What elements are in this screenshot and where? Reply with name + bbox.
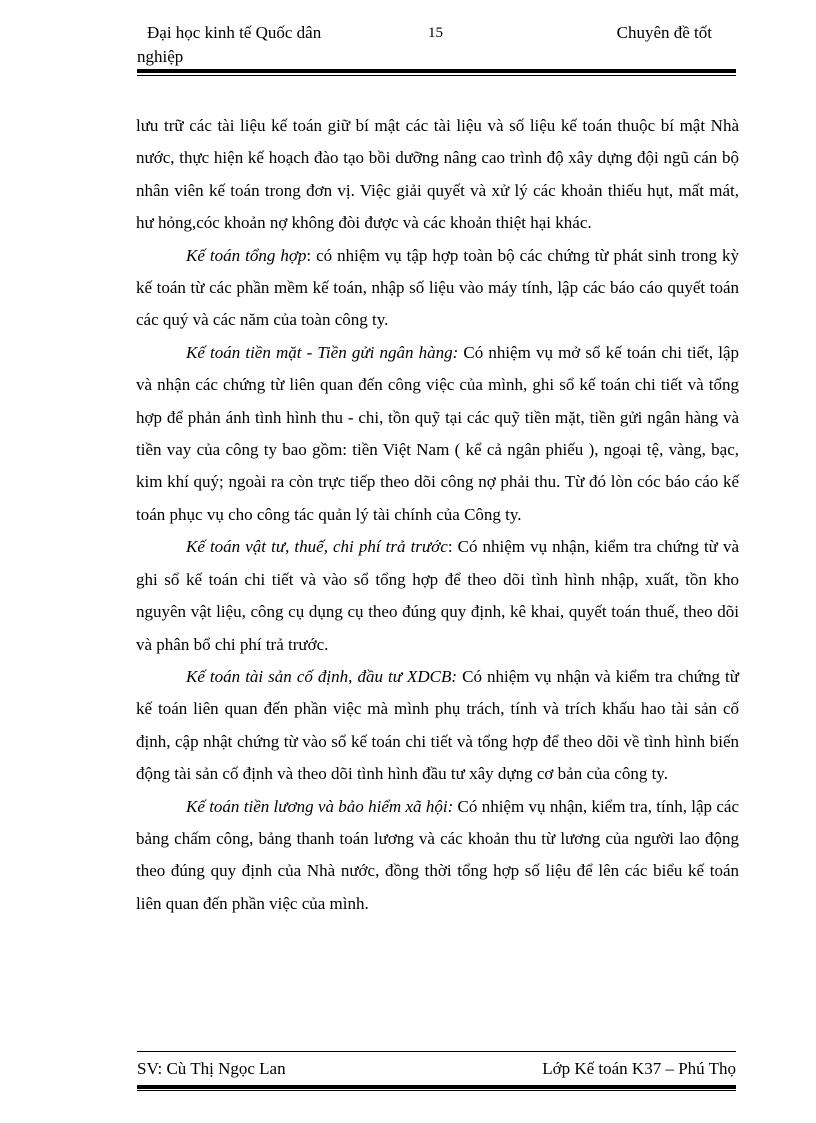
footer-rule-thick	[137, 1085, 736, 1089]
paragraph-continued	[136, 110, 739, 240]
page-number: 15	[428, 25, 443, 41]
paragraph-label: Kế toán tiền lương và bảo hiểm xã hội:	[186, 796, 454, 816]
header-rule-thick	[137, 69, 736, 73]
header-document-type: Chuyên đề tốt	[616, 23, 712, 42]
header-university: Đại học kinh tế Quốc dân	[147, 23, 322, 42]
document-body	[136, 110, 739, 920]
paragraph-materials-accounting	[136, 531, 739, 661]
paragraph-label: Kế toán vật tư, thuế, chi phí trả trước	[186, 537, 448, 557]
footer-student: SV: Cù Thị Ngọc Lan	[137, 1059, 286, 1078]
header-university-continued: nghiệp	[137, 47, 184, 66]
header-rule-thin	[137, 75, 736, 76]
paragraph-text: lưu trữ các tài liệu kế toán giữ bí mật các tài liệu và số liệu kế toán thuộc bí mật Nhà nước, thực hiện kế hoạch đào tạo bồi dưỡng nâng cao trình độ xây dựng đội ngũ cán bộ nhân viên kế toán trong đơn vị. Việc giải quyết và xử lý các khoản thiếu hụt, mất mát, hư hỏng,cóc khoản nợ không đòi được và các khoản thiệt hại khác.	[136, 116, 739, 233]
paragraph-text: : Có nhiệm vụ nhận, kiểm tra chứng từ và ghi sổ kế toán chi tiết và vào sổ tổng hợp để theo dõi tình hình nhập, xuất, tồn kho nguyên vật liệu, công cụ dụng cụ theo đúng quy định, kê khai, quyết toán thuế, theo dõi và phân bổ chi phí trả trước.	[136, 537, 740, 654]
footer-class: Lớp Kế toán K37 – Phú Thọ	[542, 1059, 736, 1078]
paragraph-label: Kế toán tài sản cố định, đầu tư XDCB:	[186, 666, 458, 686]
paragraph-text: Có nhiệm vụ mở sổ kế toán chi tiết, lập và nhận các chứng từ liên quan đến công việc của mình, ghi sổ kế toán chi tiết và tổng hợp để phản ánh tình hình thu - chi, tồn quỹ tại các quỹ tiền mặt, tiền gửi ngân hàng và tiền vay của công ty bao gồm: tiền Việt Nam ( kể cả ngân phiếu ), ngoại tệ, vàng, bạc, kim khí quý; ngoài ra còn trực tiếp theo dõi công nợ phải thu. Từ đó lòn cóc báo cáo kế toán phục vụ cho công tác quản lý tài chính của Công ty.	[136, 342, 739, 524]
footer-rule	[137, 1051, 736, 1052]
paragraph-text: : có nhiệm vụ tập hợp toàn bộ các chứng từ phát sinh trong kỳ kế toán từ các phần mềm kế toán, nhập số liệu vào máy tính, lập các báo cáo quyết toán các quý và các năm của toàn công ty.	[136, 245, 739, 330]
paragraph-label: Kế toán tiền mặt - Tiền gửi ngân hàng:	[186, 342, 459, 362]
paragraph-text: Có nhiệm vụ nhận, kiểm tra, tính, lập các bảng chấm công, bảng thanh toán lương và các khoản thu từ lương của người lao động theo đúng quy định của Nhà nước, đồng thời tổng hợp số liệu để lên các biểu kế toán liên quan đến phần việc của mình.	[136, 796, 739, 913]
paragraph-general-accounting	[136, 240, 739, 337]
page-header	[137, 20, 734, 72]
paragraph-fixed-assets-accounting	[136, 661, 739, 791]
footer-rule-thin	[137, 1090, 736, 1091]
paragraph-text: Có nhiệm vụ nhận và kiểm tra chứng từ kế toán liên quan đến phần việc mà mình phụ trách, tính và trích khấu hao tài sản cố định, cập nhật chứng từ vào sổ kế toán chi tiết và tổng hợp để theo dõi về tình hình biến động tài sản cố định và theo dõi tình hình đầu tư xây dựng cơ bản của công ty.	[136, 666, 739, 784]
paragraph-cash-accounting	[136, 337, 739, 531]
paragraph-label: Kế toán tổng hợp	[186, 245, 307, 265]
paragraph-payroll-accounting	[136, 791, 739, 921]
